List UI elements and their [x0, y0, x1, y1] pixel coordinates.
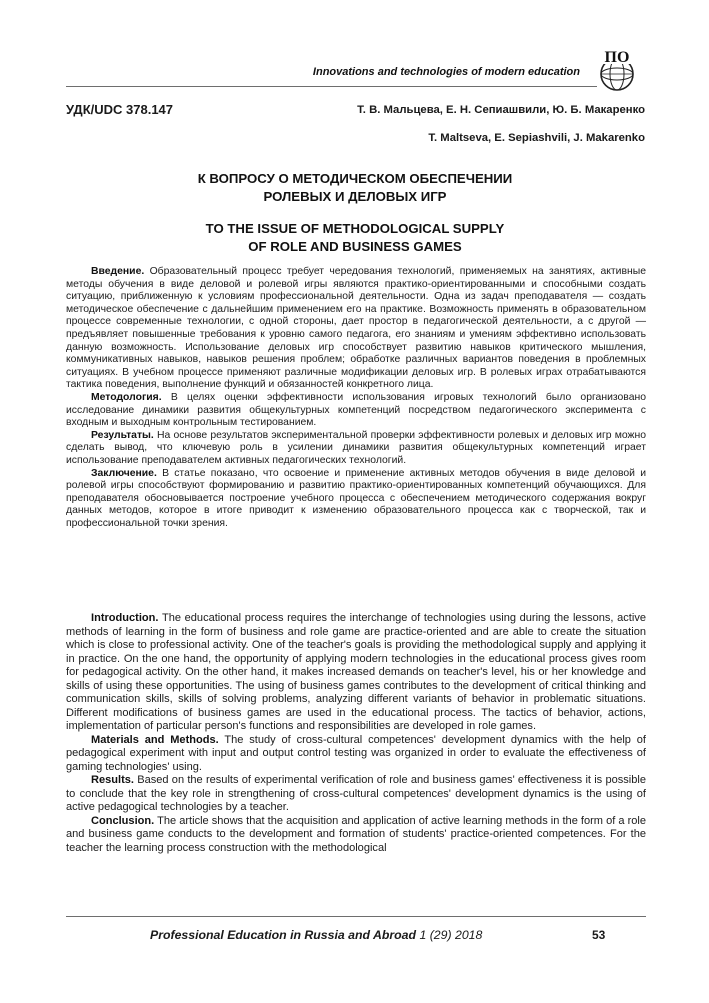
- abstract-paragraph: [66, 430, 646, 468]
- abstract-paragraph: [66, 774, 646, 815]
- journal-logo: [594, 46, 640, 92]
- section-label: Заключение.: [91, 467, 157, 479]
- section-text: В целях оценки эффективности использования игровых технологий было организовано исследование динамики развития общекультурных компетенций посредством педагогического эксперимента с входным и выходным контрольным тестированием.: [66, 391, 646, 429]
- section-label: Результаты.: [91, 429, 154, 441]
- authors-russian: Т. В. Мальцева, Е. Н. Сепиашвили, Ю. Б. Макаренко: [357, 104, 645, 116]
- abstract-russian: [66, 266, 646, 530]
- title-ru-line: РОЛЕВЫХ И ДЕЛОВЫХ ИГР: [263, 189, 447, 204]
- abstract-english: [66, 612, 646, 855]
- abstract-paragraph: [66, 266, 646, 392]
- section-text: В статье показано, что освоение и применение активных методов обучения в виде деловой и ролевой игры способствуют формированию и развитию практико-ориентированных компетенций обучающихся. Для преподавателя обосновывается построение учебного процесса с обеспечением методического содержания вокруг данных методов, которое в итоге приводит к изменению образовательного процесса как с творческой, так и профессиональной точки зрения.: [66, 467, 647, 529]
- section-label: Materials and Methods.: [91, 733, 219, 746]
- section-text: The study of cross-cultural competences' development dynamics with the help of pedagogical experiment with input and output control testing was organized in order to evaluate the effectiveness of gaming technologies' using.: [66, 733, 647, 773]
- header-rule: [66, 86, 597, 87]
- footer-issue: 1 (29) 2018: [419, 928, 483, 942]
- authors-english: T. Maltseva, E. Sepiashvili, J. Makarenko: [428, 132, 645, 144]
- section-label: Results.: [91, 774, 134, 786]
- article-title-russian: [100, 170, 610, 206]
- section-label: Методология.: [91, 391, 162, 403]
- footer-journal-name: Professional Education in Russia and Abroad: [150, 928, 417, 942]
- udc-code: УДК/UDC 378.147: [66, 102, 174, 117]
- footer-journal-citation: [150, 928, 482, 942]
- section-label: Introduction.: [91, 612, 159, 624]
- abstract-paragraph: [66, 612, 646, 734]
- section-text: На основе результатов экспериментальной проверки эффективности ролевых и деловых игр можно сделать вывод, что ключевую роль в усилении динамики развития общекультурных компетенций играет использование преподавателем активных педагогических технологий.: [66, 429, 646, 466]
- running-head-journal-title: Innovations and technologies of modern education: [312, 66, 580, 78]
- section-text: The article shows that the acquisition and application of active learning methods in the form of a role and business game conducts to the development and formation of students' practice-oriented competences. For the teacher the learning process construction with the methodological: [66, 814, 647, 854]
- section-text: Based on the results of experimental verification of role and business games' effectiveness it is possible to conclude that the key role in strengthening of cross-cultural competences' development dynamics is the using of active pedagogical technologies by a teacher.: [66, 774, 646, 813]
- section-label: Введение.: [91, 266, 145, 277]
- abstract-paragraph: [66, 815, 646, 856]
- article-title-english: [100, 220, 610, 256]
- section-label: Conclusion.: [91, 814, 155, 827]
- abstract-paragraph: [66, 392, 646, 430]
- title-en-line: TO THE ISSUE OF METHODOLOGICAL SUPPLY: [205, 221, 505, 236]
- section-text: Образовательный процесс требует чередования технологий, применяемых на занятиях, активные методы обучения в виде деловой и ролевой игры являются практико-ориентированными и способными создать ситуацию, приближенную к условиям профессиональной деятельности. Одна из задач преподавателя — создать методическое обеспечение с дальнейшим применением его на практике. Возможность применять в образовательном процессе современные технологии, с одной стороны, дает простор в педагогической деятельности, а с другой — предъявляет повышенные требования к уровню самого педагога, его знаниям и умениям эффективно использовать данную возможность. Использование деловых игр способствует развитию навыков критического мышления, коммуникативных навыков, навыков решения проблем; обработке различных вариантов поведения в проблемных ситуациях. В учебном процессе применяют различные модификации деловых игр. В ролевых играх отрабатываются тактика поведения, выполнение функций и обязанностей конкретного лица.: [66, 266, 646, 391]
- title-ru-line: К ВОПРОСУ О МЕТОДИЧЕСКОМ ОБЕСПЕЧЕНИИ: [197, 171, 513, 186]
- page-number: 53: [592, 928, 606, 942]
- title-en-line: OF ROLE AND BUSINESS GAMES: [248, 239, 462, 254]
- footer-rule: [66, 916, 646, 917]
- section-text: The educational process requires the interchange of technologies using during the lessons, active methods of learning in the form of business and role game are practice-oriented and are able to create the situation which is close to professional activity. One of the teacher's goals is providing the methodological supply and applying it in practice. On the one hand, the opportunity of applying modern technologies in the educational process gives room for pedagogical activity. On the other hand, it makes increased demands on teacher's level, his or her knowledge and skills of using these opportunities. The using of business games contributes to the development of critical thinking and communication skills, skills of solving problems, analyzing different variants of behavior in problematic situations. Different modifications of business games are used in the educational process. The tactics of behavior, actions, implementation of particular person's functions and responsibilities are developed in role games.: [66, 612, 646, 732]
- abstract-paragraph: [66, 468, 646, 531]
- svg-text:ПО: ПО: [604, 49, 630, 66]
- abstract-paragraph: [66, 734, 646, 775]
